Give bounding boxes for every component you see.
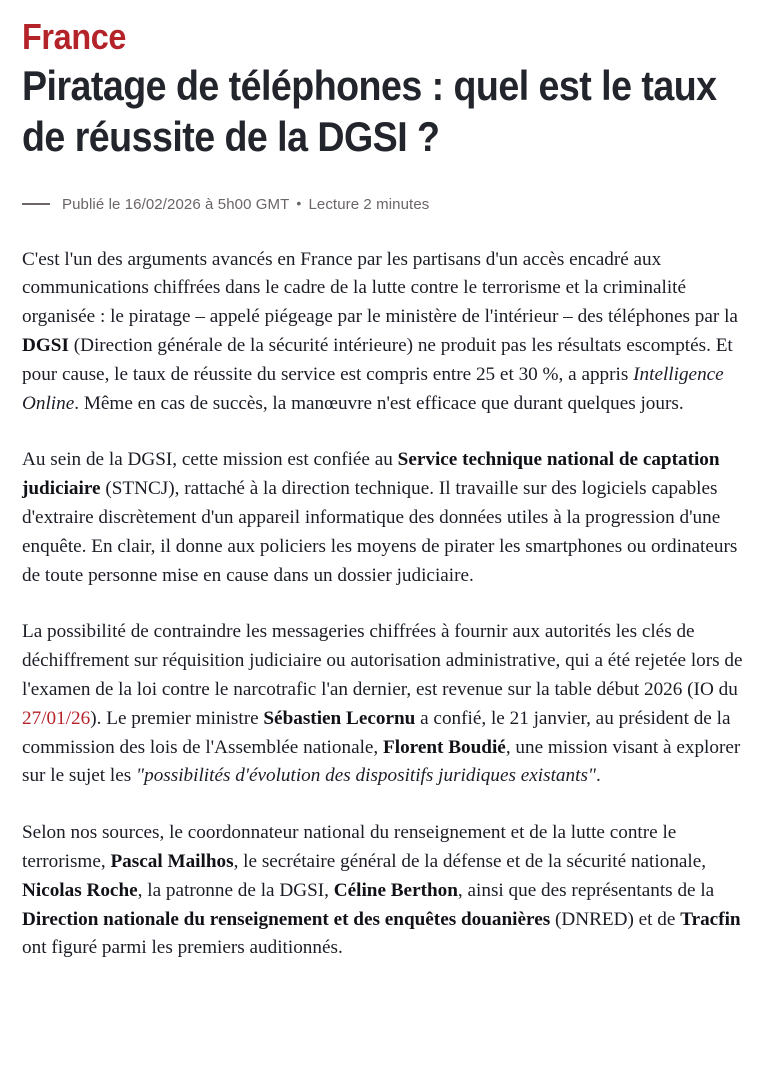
body-text: ). Le premier ministre: [90, 707, 264, 729]
article-meta: [22, 197, 750, 212]
article-body: [22, 246, 750, 964]
emphasis-bold: Pascal Mailhos: [110, 850, 234, 872]
page-title: Piratage de téléphones : quel est le taux de réussite de la DGSI ?: [22, 62, 717, 161]
emphasis-bold: DGSI: [22, 335, 69, 357]
body-text: , ainsi que des représentants de la: [457, 879, 715, 901]
body-text: Au sein de la DGSI, cette mission est confiée au: [22, 449, 398, 471]
body-text: (Direction générale de la sécurité intérieure) ne produit pas les résultats escomptés. Et pour cause, le taux de réussite du service est compris entre 25 et 30 %, a appris: [22, 335, 733, 385]
body-text: Selon nos sources, le coordonnateur national du renseignement et de la lutte contre le terrorisme,: [22, 822, 677, 872]
body-paragraph: [22, 446, 750, 590]
body-text: .: [595, 765, 601, 787]
body-text: . Même en cas de succès, la manœuvre n'est efficace que durant quelques jours.: [74, 392, 684, 414]
published-date: Publié le 16/02/2026 à 5h00 GMT: [62, 195, 290, 213]
body-paragraph: [22, 819, 750, 963]
reading-time: Lecture 2 minutes: [308, 195, 430, 213]
emphasis-bold: Direction nationale du renseignement et des enquêtes douanières: [22, 908, 551, 930]
meta-separator-dot: •: [296, 195, 302, 212]
emphasis-bold: Nicolas Roche: [22, 879, 138, 901]
body-text: (STNCJ), rattaché à la direction technique. Il travaille sur des logiciels capables d'extraire discrètement d'un appareil informatique des données utiles à la progression d'une enquête. En clair, il donne aux policiers les moyens de pirater les smartphones ou ordinateurs de toute personne mise en cause dans un dossier judiciaire.: [22, 478, 738, 586]
body-text: , le secrétaire général de la défense et de la sécurité nationale,: [233, 850, 707, 872]
body-paragraph: [22, 246, 750, 419]
body-paragraph: [22, 618, 750, 791]
emphasis-bold: Sébastien Lecornu: [263, 707, 416, 729]
body-text: (DNRED) et de: [550, 908, 681, 930]
emphasis-bold: Tracfin: [680, 908, 741, 930]
meta-rule-divider: [22, 203, 50, 205]
emphasis-italic: "possibilités d'évolution des dispositifs juridiques existants": [136, 765, 596, 787]
inline-link[interactable]: 27/01/26: [22, 707, 91, 729]
article-kicker[interactable]: France: [22, 16, 127, 57]
emphasis-italic: Intelligence Online: [22, 363, 724, 414]
body-text: ont figuré parmi les premiers auditionnés.: [22, 937, 343, 959]
body-text: C'est l'un des arguments avancés en France par les partisans d'un accès encadré aux communications chiffrées dans le cadre de la lutte contre le terrorisme et la criminalité organisée : le piratage – appelé piégeage par le ministère de l'intérieur – des téléphones par la: [22, 248, 738, 328]
body-text: , la patronne de la DGSI,: [137, 879, 334, 901]
emphasis-bold: Florent Boudié: [383, 736, 506, 758]
body-text: , une mission visant à explorer sur le sujet les: [22, 736, 741, 787]
emphasis-bold: Service technique national de captation judiciaire: [22, 449, 720, 500]
body-text: La possibilité de contraindre les messageries chiffrées à fournir aux autorités les clés de déchiffrement sur réquisition judiciaire ou autorisation administrative, qui a été rejetée lors de l'examen de la loi contre le narcotrafic l'an dernier, est revenue sur la table début 2026 (IO du: [22, 621, 743, 700]
emphasis-bold: Céline Berthon: [333, 879, 458, 901]
body-text: a confié, le 21 janvier, au président de la commission des lois de l'Assemblée nationale,: [22, 707, 731, 758]
